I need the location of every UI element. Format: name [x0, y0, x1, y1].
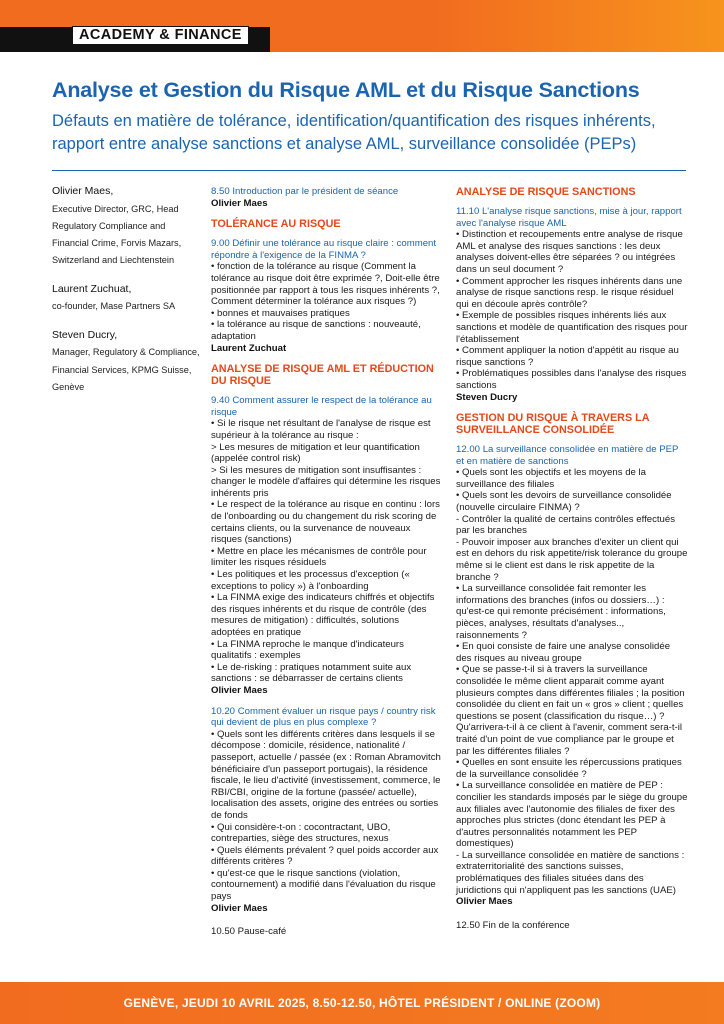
speaker-steven-ducry — [52, 330, 202, 396]
agenda-item-respect-tolerance — [211, 395, 441, 696]
section-heading: GESTION DU RISQUE À TRAVERS LA SURVEILLANCE CONSOLIDÉE — [456, 412, 650, 437]
agenda-point: - Contrôler la qualité de certains contrôles effectués par les branches — [456, 513, 675, 537]
agenda-speaker: Steven Ducry — [456, 391, 518, 403]
agenda-point: • La surveillance consolidée en matière de PEP : concilier les standards imposés par le siège du groupe aux filiales avec l'autonomie des filiales de fixer des approches plus strictes (donc étendant les PEP à d'autres personnalités notamment les PEP domestiques) — [456, 780, 688, 850]
agenda-point: • En quoi consiste de faire une analyse consolidée des risques au niveau groupe — [456, 641, 671, 664]
brand-logo: ACADEMY & FINANCE — [72, 26, 249, 45]
agenda-title: L'analyse risque sanctions, mise à jour, rapport avec l'analyse risque AML — [456, 206, 682, 229]
agenda-speaker: Olivier Maes — [211, 684, 268, 696]
agenda-point: • Problématiques possibles dans l'analyse des risques sanctions — [456, 368, 687, 391]
agenda-point: • bonnes et mauvaises pratiques — [211, 307, 350, 319]
agenda-item-consolidated-supervision — [456, 444, 688, 908]
agenda-item-intro — [211, 186, 441, 209]
speaker-name: Steven Ducry, — [52, 328, 118, 341]
agenda-point: • La surveillance consolidée fait remonter les informations des branches (infos ou dossiers…) : qu'est-ce qui remonte précisément : informations, pièces, analyses, résultats d'analyses.., raisonnements ? — [456, 583, 666, 641]
agenda-time: 9.40 — [211, 395, 230, 407]
section-heading: TOLÉRANCE AU RISQUE — [211, 218, 341, 231]
agenda-point: • Le de-risking : pratiques notamment suite aux sanctions : se débarrasser de certains clients — [211, 661, 412, 685]
agenda-point: - Pouvoir imposer aux branches d'exiter un client qui est en dehors du risk appetite/risk tolerance du groupe même si le client est dans le risk appetite de la branche ? — [456, 536, 688, 583]
agenda-item-tolerance — [211, 238, 441, 354]
program-column-1 — [211, 186, 441, 938]
agenda-point: • Quels sont les différents critères dans lesquels il se décompose : domicile, résidence, nationalité / passeport, actuelle / passée (ex : Roman Abramovitch bénéficiaire d'un passeport portugais), la résidence fiscale, le lieu d'activité (investissement, commerce, le RBI/CBI, origine de la fortune (passée/ actuelle), localisation des assets, origine des entrées ou sorties de fonds — [211, 728, 441, 821]
section-heading: ANALYSE DE RISQUE AML ET RÉDUCTION DU RISQUE — [211, 363, 434, 388]
agenda-title: Comment assurer le respect de la tolérance au risque — [211, 395, 432, 418]
speaker-name: Laurent Zuchuat, — [52, 282, 132, 295]
agenda-point: • qu'est-ce que le risque sanctions (violation, contournement) a modifié dans l'évaluation du risque pays — [211, 867, 436, 903]
agenda-point: • Les politiques et les processus d'exception (« exceptions to policy ») à l'onboarding — [211, 569, 410, 592]
agenda-point: • La FINMA reproche le manque d'indicateurs qualitatifs : exemples — [211, 638, 404, 662]
agenda-point: > Les mesures de mitigation et leur quantification (appelée control risk) — [211, 441, 420, 465]
agenda-break: 10.50 Pause-café — [211, 926, 287, 938]
section-heading: ANALYSE DE RISQUE SANCTIONS — [456, 186, 636, 198]
page-subtitle: Défauts en matière de tolérance, identification/quantification des risques inhérents, rapport entre analyse sanctions et analyse AML, surveillance consolidée (PEPs) — [52, 112, 656, 153]
agenda-point: • Exemple de possibles risques inhérents liés aux sanctions et modèle de quantification des risques pour l'établissement — [456, 310, 688, 345]
agenda-item-country-risk — [211, 706, 441, 915]
speaker-description: Manager, Regulatory & Compliance, Financial Services, KPMG Suisse, Genève — [52, 347, 200, 392]
header-bar — [0, 0, 724, 52]
agenda-point: - La surveillance consolidée en matière de sanctions : extraterritorialité des sanctions suisses, problématiques des filiales situées dans des juridictions qui n'appliquent pas les sanctions (UAE) — [456, 849, 685, 896]
agenda-point: • Mettre en place les mécanismes de contrôle pour limiter les risques résiduels — [211, 545, 427, 569]
agenda-point: • Si le risque net résultant de l'analyse de risque est supérieur à la tolérance au risque : — [211, 418, 431, 441]
agenda-time: 9.00 — [211, 238, 230, 250]
agenda-title: Introduction par le président de séance — [232, 186, 399, 197]
speaker-description: co-founder, Mase Partners SA — [52, 301, 176, 312]
agenda-point: • Quels sont les devoirs de surveillance consolidée (nouvelle circulaire FINMA) ? — [456, 490, 672, 514]
agenda-title: Définir une tolérance au risque claire : comment répondre à l'exigence de la FINMA ? — [211, 238, 437, 261]
speaker-name: Olivier Maes, — [52, 185, 114, 197]
agenda-point: • Quels sont les objectifs et les moyens de la surveillance des filiales — [456, 467, 646, 490]
speakers-column — [52, 186, 202, 410]
agenda-time: 12.00 — [456, 444, 481, 456]
agenda-speaker: Olivier Maes — [211, 902, 268, 914]
agenda-speaker: Olivier Maes — [211, 197, 268, 209]
agenda-points — [211, 729, 441, 903]
agenda-point: • Quels éléments prévalent ? quel poids accorder aux différents critères ? — [211, 844, 439, 868]
agenda-point: • Comment approcher les risques inhérents dans une analyse de risque sanctions resp. le risque résiduel qui en découle après contrôle? — [456, 275, 683, 310]
agenda-item-sanctions-analysis — [456, 206, 688, 403]
agenda-time: 8.50 — [211, 186, 230, 197]
title-divider — [52, 170, 686, 171]
agenda-title: Comment évaluer un risque pays / country risk qui devient de plus en plus complexe ? — [211, 705, 436, 729]
speaker-laurent-zuchuat — [52, 284, 202, 316]
agenda-point: > Si les mesures de mitigation sont insuffisantes : changer le modèle d'affaires qui détermine les risques inhérents pris — [211, 464, 441, 499]
agenda-points — [211, 418, 441, 685]
page-title: Analyse et Gestion du Risque AML et du Risque Sanctions — [52, 78, 640, 102]
agenda-points — [211, 261, 441, 342]
agenda-point: • Le respect de la tolérance au risque en continu : lors de l'onboarding ou du changement du risk scoring de certains clients, ou la survenance de nouveaux risques (sanctions) — [211, 499, 440, 546]
agenda-point: • la tolérance au risque de sanctions : nouveauté, adaptation — [211, 319, 421, 342]
agenda-points — [456, 467, 688, 896]
agenda-point: • Quelles en sont ensuite les répercussions pratiques de la surveillance consolidée ? — [456, 757, 682, 780]
agenda-speaker: Laurent Zuchuat — [211, 342, 287, 354]
speaker-olivier-maes — [52, 186, 202, 270]
agenda-title: La surveillance consolidée en matière de PEP et en matière de sanctions — [456, 444, 679, 467]
agenda-point: • fonction de la tolérance au risque (Comment la tolérance au risque doit être exprimée ?, Doit-elle être positionnée par rapport à tous les risques inhérents ?, Comment déterminer la tolérance aux risques ?) — [211, 261, 440, 308]
agenda-time: 10.20 — [211, 705, 236, 717]
program-column-2 — [456, 186, 688, 931]
agenda-point: • Distinction et recoupements entre analyse de risque AML et analyse des risques sanctions : les deux analyses doivent-elles être séparées ? ou intégrées dans un seul document ? — [456, 229, 683, 275]
agenda-time: 11.10 — [456, 206, 480, 217]
agenda-point: • La FINMA exige des indicateurs chiffrés et objectifs des risques inhérents et du risque de contrôle (des mesures de mitigation) : difficultés, solutions adoptées en pratique — [211, 592, 435, 638]
agenda-point: • Que se passe-t-il si à travers la surveillance consolidée le même client apparait comme ayant plusieurs comptes dans différentes filiales ; la position consolidée du client en fait un « gros » client ; quelles questions se posent (classification du risque…) ? Qu'arrivera-t-il à ce client à l'avenir, comment sera-t-il traité d'un point de vue compliance par le groupe et par les différentes filiales ? — [456, 664, 685, 757]
event-footer: GENÈVE, JEUDI 10 AVRIL 2025, 8.50-12.50, HÔTEL PRÉSIDENT / ONLINE (ZOOM) — [0, 982, 724, 1024]
agenda-speaker: Olivier Maes — [456, 896, 513, 908]
agenda-point: • Qui considère-t-on : cocontractant, UBO, contreparties, siège des structures, nexus — [211, 821, 391, 845]
agenda-points — [456, 229, 688, 391]
speaker-description: Executive Director, GRC, Head Regulatory Compliance and Financial Crime, Forvis Mazars, Switzerland and Liechtenstein — [52, 203, 182, 266]
agenda-point: • Comment appliquer la notion d'appétit au risque au risque sanctions ? — [456, 345, 679, 368]
agenda-end: 12.50 Fin de la conférence — [456, 919, 570, 931]
